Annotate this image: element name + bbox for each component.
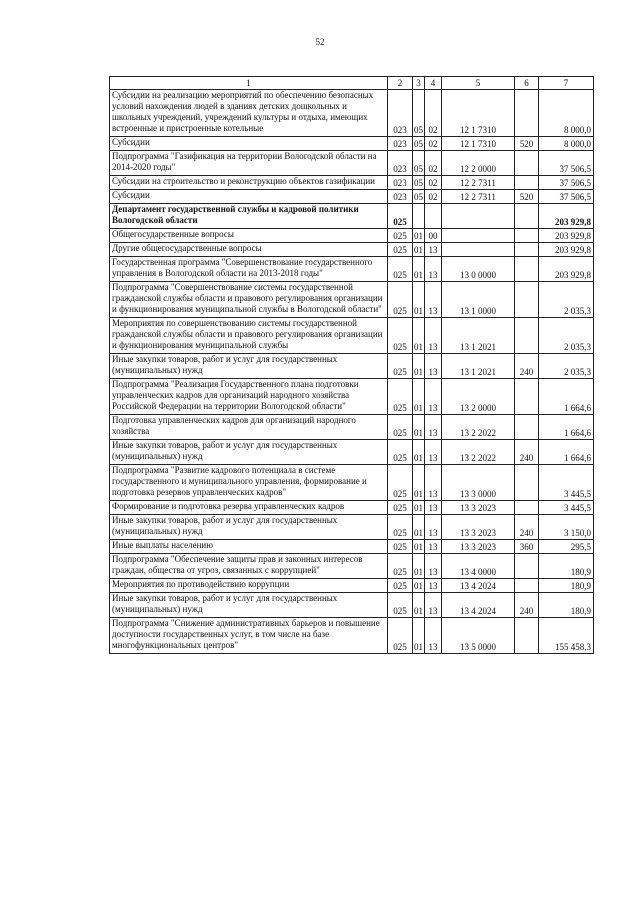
table-row	[110, 593, 594, 618]
ministry-code: 023	[388, 176, 413, 190]
target-article-code: 13 4 0000	[442, 554, 515, 579]
target-article-code	[442, 204, 515, 229]
expense-type-code: 360	[515, 540, 539, 554]
table-row	[110, 176, 594, 190]
expense-type-code: 520	[515, 137, 539, 151]
expense-type-code	[515, 579, 539, 593]
amount: 2 035,3	[539, 282, 594, 318]
subsection-code: 13	[425, 501, 442, 515]
amount: 37 506,5	[539, 190, 594, 204]
table-row	[110, 465, 594, 501]
ministry-code: 025	[388, 229, 413, 243]
ministry-code: 025	[388, 440, 413, 465]
target-article-code: 13 2 0000	[442, 379, 515, 415]
table-row	[110, 501, 594, 515]
ministry-code: 023	[388, 190, 413, 204]
subsection-code: 13	[425, 618, 442, 654]
amount: 1 664,6	[539, 415, 594, 440]
amount: 180,9	[539, 579, 594, 593]
table-row	[110, 440, 594, 465]
row-name: Общегосударственные вопросы	[110, 229, 388, 243]
target-article-code: 13 3 2023	[442, 540, 515, 554]
ministry-code: 025	[388, 204, 413, 229]
table-row	[110, 318, 594, 354]
subsection-code: 13	[425, 465, 442, 501]
amount: 203 929,8	[539, 257, 594, 282]
section-code: 01	[413, 515, 425, 540]
row-name: Подпрограмма "Газификация на территории Вологодской области на 2014-2020 годы"	[110, 151, 388, 176]
row-name: Субсидии	[110, 137, 388, 151]
expense-type-code: 240	[515, 354, 539, 379]
ministry-code: 025	[388, 243, 413, 257]
section-code: 01	[413, 501, 425, 515]
ministry-code: 025	[388, 540, 413, 554]
expense-type-code: 520	[515, 190, 539, 204]
section-code: 01	[413, 354, 425, 379]
amount: 203 929,8	[539, 204, 594, 229]
row-name: Мероприятия по противодействию коррупции	[110, 579, 388, 593]
table-header	[110, 77, 594, 90]
subsection-code: 13	[425, 554, 442, 579]
row-name: Субсидии на реализацию мероприятий по обеспечению безопасных условий нахождения людей в зданиях детских дошкольных и школьных учреждений, учреждений культуры и отдыха, имеющих встроенные и пристроенные котельные	[110, 90, 388, 137]
expense-type-code	[515, 90, 539, 137]
subsection-code	[425, 204, 442, 229]
ministry-code: 025	[388, 593, 413, 618]
ministry-code: 025	[388, 282, 413, 318]
table-row	[110, 415, 594, 440]
section-code: 01	[413, 243, 425, 257]
expense-type-code	[515, 229, 539, 243]
subsection-code: 13	[425, 440, 442, 465]
row-name: Подпрограмма "Развитие кадрового потенциала в системе государственного и муниципального управления, формирование и подготовка резервов управленческих кадров"	[110, 465, 388, 501]
subsection-code: 13	[425, 243, 442, 257]
section-code: 01	[413, 229, 425, 243]
target-article-code: 13 1 2021	[442, 318, 515, 354]
table-row	[110, 90, 594, 137]
table-body	[110, 90, 594, 654]
table-row	[110, 229, 594, 243]
row-name: Мероприятия по совершенствованию системы государственной гражданской службы области и правового регулирования организации и функционирования муниципальной службы	[110, 318, 388, 354]
amount: 295,5	[539, 540, 594, 554]
table-row	[110, 151, 594, 176]
amount: 180,9	[539, 554, 594, 579]
amount: 203 929,8	[539, 229, 594, 243]
expense-type-code	[515, 554, 539, 579]
subsection-code: 13	[425, 282, 442, 318]
section-code: 05	[413, 190, 425, 204]
subsection-code: 00	[425, 229, 442, 243]
amount: 8 000,0	[539, 137, 594, 151]
row-name: Департамент государственной службы и кадровой политики Вологодской области	[110, 204, 388, 229]
table-row	[110, 137, 594, 151]
target-article-code: 13 5 0000	[442, 618, 515, 654]
row-name: Иные закупки товаров, работ и услуг для государственных (муниципальных) нужд	[110, 440, 388, 465]
amount: 3 445,5	[539, 501, 594, 515]
subsection-code: 13	[425, 354, 442, 379]
amount: 3 150,0	[539, 515, 594, 540]
expense-type-code	[515, 282, 539, 318]
subsection-code: 13	[425, 579, 442, 593]
table-row	[110, 515, 594, 540]
row-name: Подготовка управленческих кадров для организаций народного хозяйства	[110, 415, 388, 440]
section-code: 05	[413, 90, 425, 137]
row-name: Подпрограмма "Реализация Государственного плана подготовки управленческих кадров для организаций народного хозяйства Российской Федерации на территории Вологодской области"	[110, 379, 388, 415]
table-row	[110, 257, 594, 282]
ministry-code: 023	[388, 151, 413, 176]
expense-type-code	[515, 501, 539, 515]
ministry-code: 025	[388, 354, 413, 379]
budget-table	[109, 76, 594, 654]
column-header: 2	[388, 77, 413, 90]
target-article-code: 13 3 2023	[442, 501, 515, 515]
amount: 2 035,3	[539, 318, 594, 354]
expense-type-code: 240	[515, 515, 539, 540]
table-header-row	[110, 77, 594, 90]
section-code: 01	[413, 318, 425, 354]
expense-type-code	[515, 465, 539, 501]
amount: 37 506,5	[539, 176, 594, 190]
subsection-code: 13	[425, 593, 442, 618]
section-code: 05	[413, 137, 425, 151]
expense-type-code: 240	[515, 440, 539, 465]
target-article-code	[442, 243, 515, 257]
target-article-code	[442, 229, 515, 243]
section-code: 01	[413, 415, 425, 440]
column-header: 1	[110, 77, 388, 90]
page-number: 52	[315, 37, 325, 47]
table-row	[110, 204, 594, 229]
subsection-code: 13	[425, 379, 442, 415]
row-name: Подпрограмма "Совершенствование системы государственной гражданской службы области и правового регулирования организации и функционирования муниципальной службы в Вологодской области"	[110, 282, 388, 318]
amount: 1 664,6	[539, 379, 594, 415]
target-article-code: 12 1 7310	[442, 137, 515, 151]
target-article-code: 13 2 2022	[442, 440, 515, 465]
ministry-code: 025	[388, 415, 413, 440]
expense-type-code: 240	[515, 593, 539, 618]
row-name: Иные закупки товаров, работ и услуг для государственных (муниципальных) нужд	[110, 515, 388, 540]
row-name: Подпрограмма "Обеспечение защиты прав и законных интересов граждан, общества от угроз, связанных с коррупцией"	[110, 554, 388, 579]
expense-type-code	[515, 318, 539, 354]
row-name: Иные закупки товаров, работ и услуг для государственных (муниципальных) нужд	[110, 593, 388, 618]
subsection-code: 02	[425, 90, 442, 137]
target-article-code: 13 4 2024	[442, 579, 515, 593]
target-article-code: 13 3 2023	[442, 515, 515, 540]
target-article-code: 13 0 0000	[442, 257, 515, 282]
target-article-code: 13 1 0000	[442, 282, 515, 318]
amount: 8 000,0	[539, 90, 594, 137]
amount: 2 035,3	[539, 354, 594, 379]
column-header: 4	[425, 77, 442, 90]
table-row	[110, 243, 594, 257]
table-row	[110, 282, 594, 318]
row-name: Государственная программа "Совершенствование государственного управления в Вологодской области на 2013-2018 годы"	[110, 257, 388, 282]
row-name: Субсидии	[110, 190, 388, 204]
ministry-code: 025	[388, 618, 413, 654]
expense-type-code	[515, 379, 539, 415]
subsection-code: 13	[425, 318, 442, 354]
ministry-code: 025	[388, 465, 413, 501]
column-header: 7	[539, 77, 594, 90]
ministry-code: 025	[388, 515, 413, 540]
target-article-code: 13 1 2021	[442, 354, 515, 379]
table-row	[110, 554, 594, 579]
section-code: 01	[413, 465, 425, 501]
expense-type-code	[515, 151, 539, 176]
target-article-code: 13 3 0000	[442, 465, 515, 501]
ministry-code: 023	[388, 90, 413, 137]
ministry-code: 023	[388, 137, 413, 151]
table-row	[110, 354, 594, 379]
column-header: 3	[413, 77, 425, 90]
section-code: 05	[413, 176, 425, 190]
target-article-code: 12 2 7311	[442, 176, 515, 190]
amount: 3 445,5	[539, 465, 594, 501]
row-name: Формирование и подготовка резерва управленческих кадров	[110, 501, 388, 515]
subsection-code: 02	[425, 190, 442, 204]
target-article-code: 12 1 7310	[442, 90, 515, 137]
expense-type-code	[515, 618, 539, 654]
row-name: Иные закупки товаров, работ и услуг для государственных (муниципальных) нужд	[110, 354, 388, 379]
expense-type-code	[515, 243, 539, 257]
ministry-code: 025	[388, 554, 413, 579]
amount: 180,9	[539, 593, 594, 618]
target-article-code: 12 2 0000	[442, 151, 515, 176]
section-code	[413, 204, 425, 229]
column-header: 6	[515, 77, 539, 90]
ministry-code: 025	[388, 318, 413, 354]
section-code: 01	[413, 440, 425, 465]
table-row	[110, 579, 594, 593]
table-row	[110, 190, 594, 204]
section-code: 01	[413, 282, 425, 318]
subsection-code: 13	[425, 415, 442, 440]
section-code: 05	[413, 151, 425, 176]
subsection-code: 13	[425, 257, 442, 282]
row-name: Субсидии на строительство и реконструкцию объектов газификации	[110, 176, 388, 190]
table-row	[110, 618, 594, 654]
expense-type-code	[515, 204, 539, 229]
expense-type-code	[515, 257, 539, 282]
target-article-code: 13 2 2022	[442, 415, 515, 440]
amount: 203 929,8	[539, 243, 594, 257]
section-code: 01	[413, 554, 425, 579]
column-header: 5	[442, 77, 515, 90]
ministry-code: 025	[388, 501, 413, 515]
ministry-code: 025	[388, 257, 413, 282]
section-code: 01	[413, 579, 425, 593]
amount: 37 506,5	[539, 151, 594, 176]
table-row	[110, 540, 594, 554]
section-code: 01	[413, 593, 425, 618]
expense-type-code	[515, 176, 539, 190]
expense-type-code	[515, 415, 539, 440]
ministry-code: 025	[388, 379, 413, 415]
section-code: 01	[413, 257, 425, 282]
subsection-code: 02	[425, 176, 442, 190]
target-article-code: 13 4 2024	[442, 593, 515, 618]
subsection-code: 13	[425, 515, 442, 540]
amount: 155 458,3	[539, 618, 594, 654]
table-row	[110, 379, 594, 415]
row-name: Иные выплаты населению	[110, 540, 388, 554]
section-code: 01	[413, 540, 425, 554]
ministry-code: 025	[388, 579, 413, 593]
subsection-code: 02	[425, 137, 442, 151]
section-code: 01	[413, 618, 425, 654]
subsection-code: 13	[425, 540, 442, 554]
amount: 1 664,6	[539, 440, 594, 465]
subsection-code: 02	[425, 151, 442, 176]
target-article-code: 12 2 7311	[442, 190, 515, 204]
row-name: Другие общегосударственные вопросы	[110, 243, 388, 257]
section-code: 01	[413, 379, 425, 415]
row-name: Подпрограмма "Снижение административных барьеров и повышение доступности государственных услуг, в том числе на базе многофункциональных центров"	[110, 618, 388, 654]
